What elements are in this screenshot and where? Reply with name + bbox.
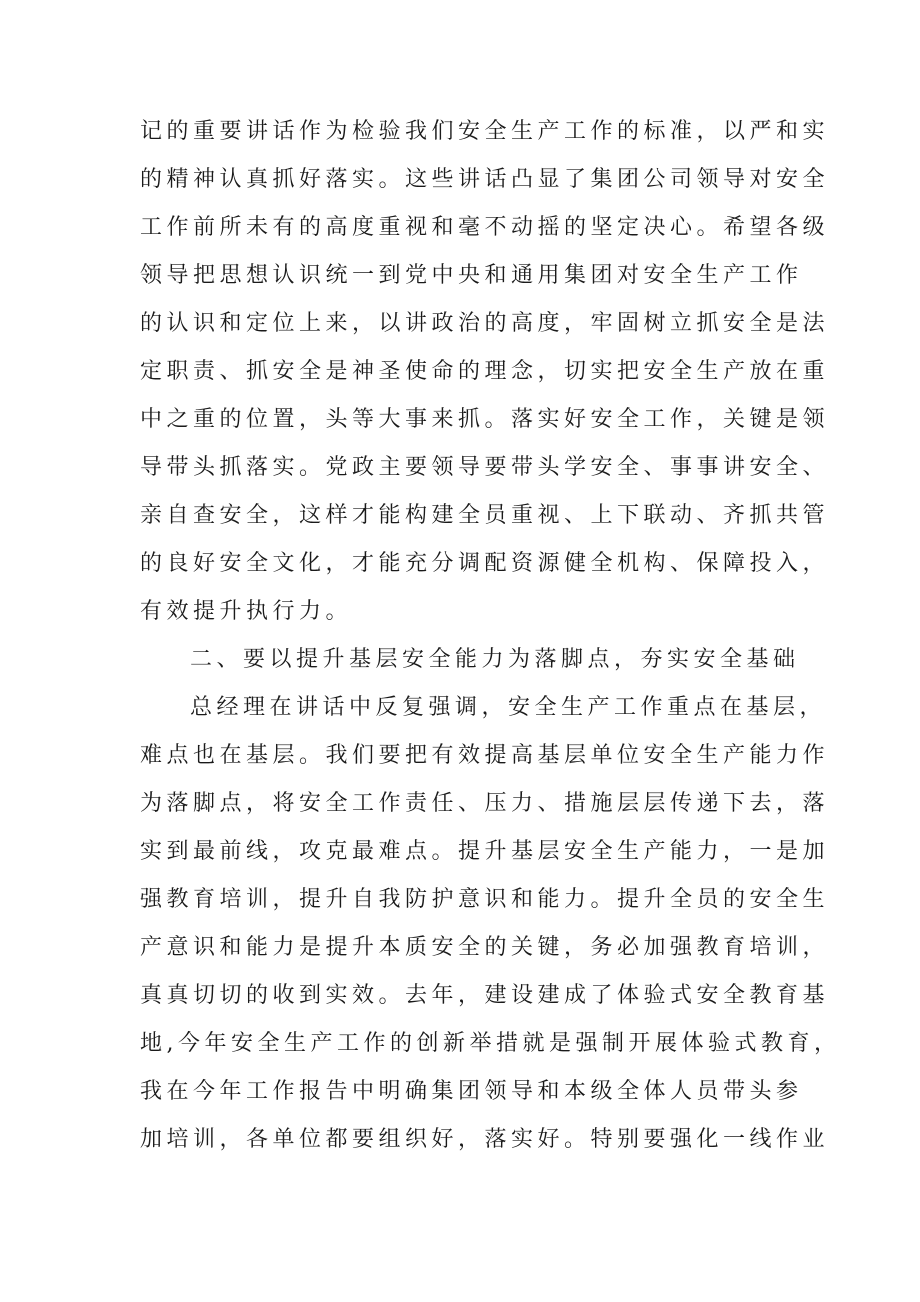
text-line: 亲自查安全，这样才能构建全员重视、上下联动、齐抓共管 xyxy=(140,503,830,528)
text-line: 加培训，各单位都要组织好，落实好。特别要强化一线作业 xyxy=(140,1127,830,1152)
text-line: 定职责、抓安全是神圣使命的理念，切实把安全生产放在重 xyxy=(140,359,830,384)
text-line: 的精神认真抓好落实。这些讲话凸显了集团公司领导对安全 xyxy=(140,167,830,192)
text-line: 地,今年安全生产工作的创新举措就是强制开展体验式教育， xyxy=(140,1031,841,1056)
text-line: 为落脚点，将安全工作责任、压力、措施层层传递下去，落 xyxy=(140,791,830,816)
text-line: 工作前所未有的高度重视和毫不动摇的坚定决心。希望各级 xyxy=(140,215,830,240)
section-heading: 二、要以提升基层安全能力为落脚点，夯实安全基础 xyxy=(190,647,800,672)
text-line: 记的重要讲话作为检验我们安全生产工作的标准，以严和实 xyxy=(140,119,830,144)
text-line: 强教育培训，提升自我防护意识和能力。提升全员的安全生 xyxy=(140,887,830,912)
text-line: 导带头抓落实。党政主要领导要带头学安全、事事讲安全、 xyxy=(140,455,830,480)
text-line: 总经理在讲话中反复强调，安全生产工作重点在基层， xyxy=(190,695,827,720)
text-line: 的认识和定位上来，以讲政治的高度，牢固树立抓安全是法 xyxy=(140,311,830,336)
text-line: 的良好安全文化，才能充分调配资源健全机构、保障投入， xyxy=(140,551,830,576)
text-line: 中之重的位置，头等大事来抓。落实好安全工作，关键是领 xyxy=(140,407,830,432)
text-line: 产意识和能力是提升本质安全的关键，务必加强教育培训， xyxy=(140,935,830,960)
text-line: 有效提升执行力。 xyxy=(140,599,353,624)
text-line: 实到最前线，攻克最难点。提升基层安全生产能力，一是加 xyxy=(140,839,830,864)
text-line: 领导把思想认识统一到党中央和通用集团对安全生产工作 xyxy=(140,263,803,288)
text-line: 真真切切的收到实效。去年，建设建成了体验式安全教育基 xyxy=(140,983,830,1008)
text-line: 难点也在基层。我们要把有效提高基层单位安全生产能力作 xyxy=(140,743,830,768)
text-line: 我在今年工作报告中明确集团领导和本级全体人员带头参 xyxy=(140,1079,803,1104)
